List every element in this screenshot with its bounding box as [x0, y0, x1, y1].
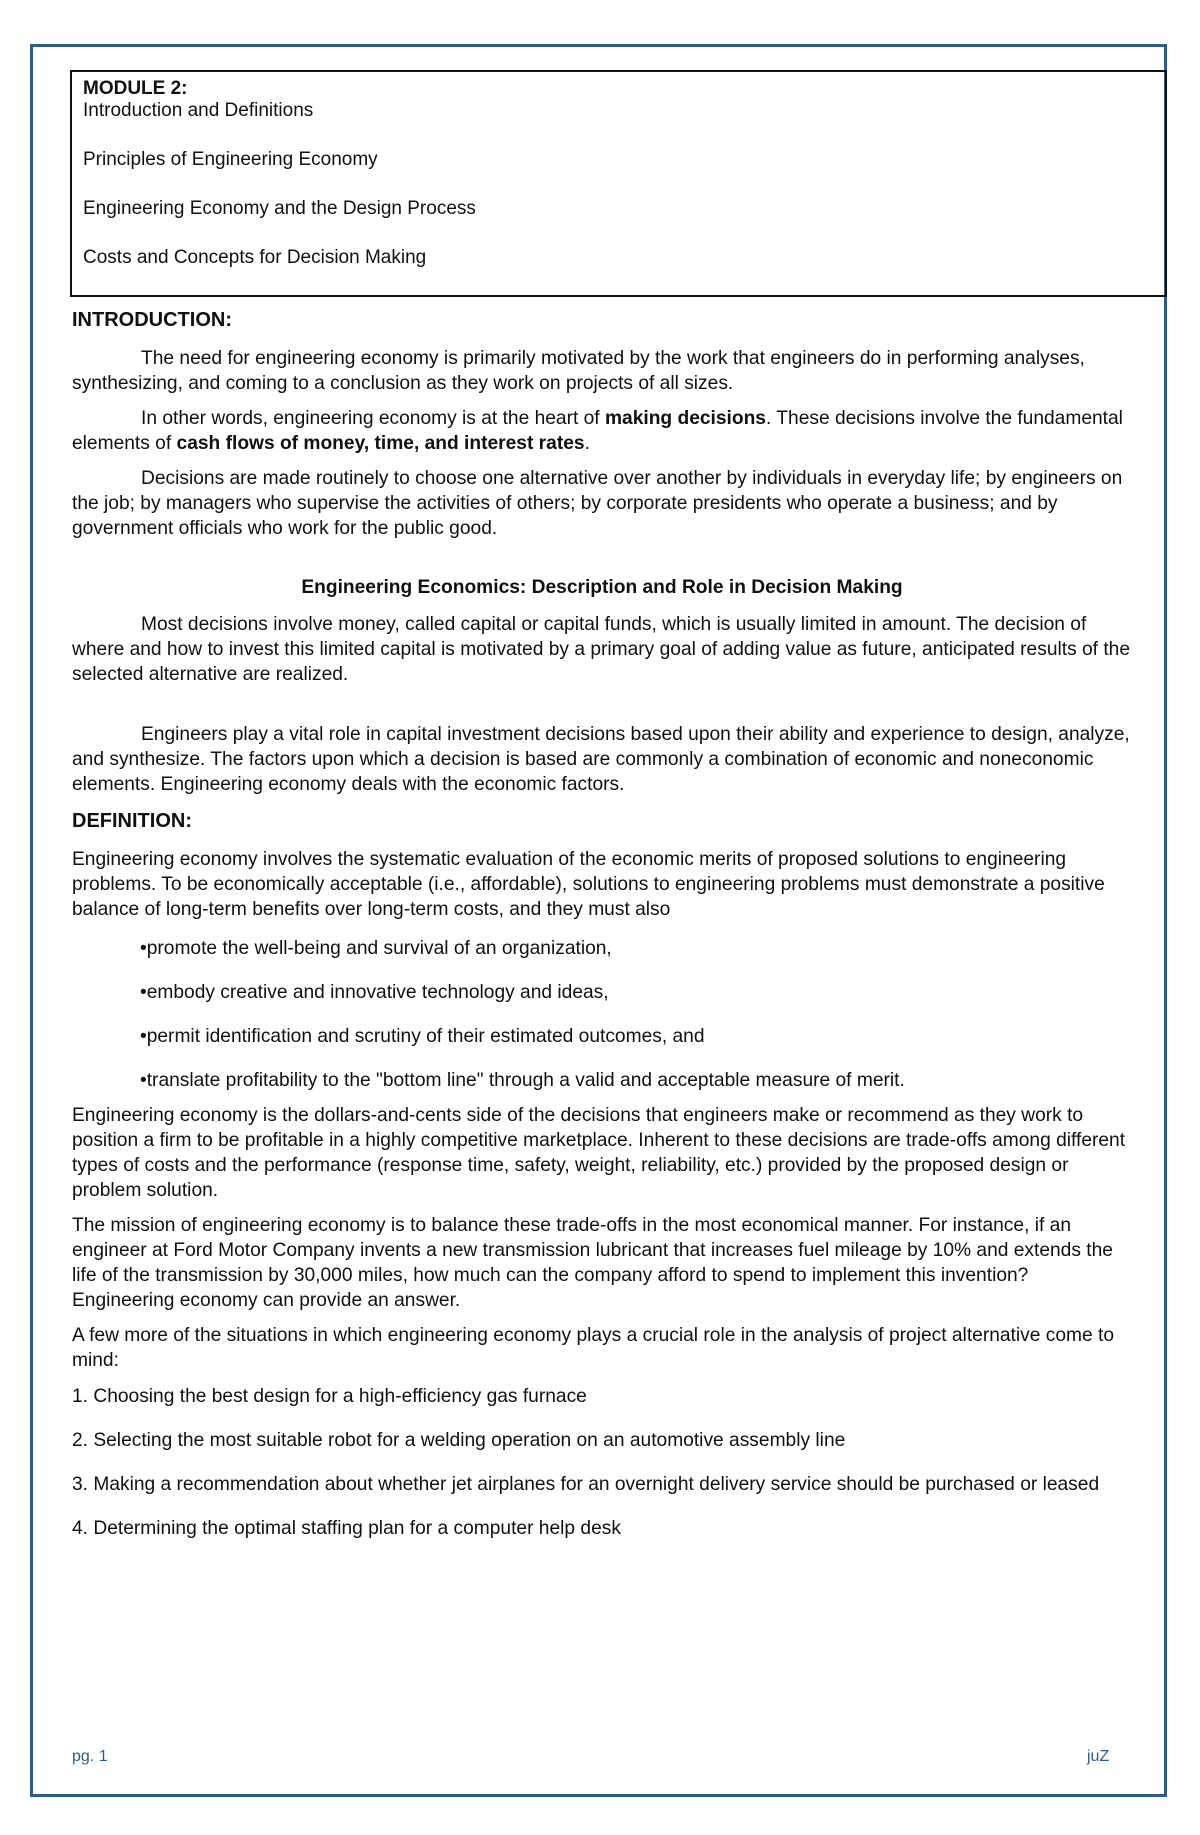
- section-subheading: Engineering Economics: Description and Role in Decision Making: [301, 577, 903, 598]
- module-item: Engineering Economy and the Design Process: [83, 198, 476, 219]
- module-item: Principles of Engineering Economy: [83, 149, 378, 170]
- intro-paragraph-3: Decisions are made routinely to choose one alternative over another by individuals in everyday life; by engineers on the job; by managers who supervise the activities of others; by corporate presidents who operate a business; and by government officials who work for the public good.: [72, 468, 1123, 539]
- bullet-item: • embody creative and innovative technology and ideas,: [140, 980, 1132, 1005]
- numbered-item: 1. Choosing the best design for a high-efficiency gas furnace: [72, 1386, 587, 1407]
- intro-paragraph-4: Most decisions involve money, called capital or capital funds, which is usually limited in amount. The decision of where and how to invest this limited capital is motivated by a primary goal of adding value as future, anticipated results of the selected alternative are realized.: [72, 614, 1131, 685]
- module-title: MODULE 2:: [83, 78, 188, 99]
- document-body: [72, 308, 1132, 1541]
- bullet-item: • permit identification and scrutiny of their estimated outcomes, and: [140, 1024, 1132, 1049]
- definition-paragraph-3: The mission of engineering economy is to balance these trade-offs in the most economical manner. For instance, if an engineer at Ford Motor Company invents a new transmission lubricant that increases fuel mileage by 10% and extends the life of the transmission by 30,000 miles, how much can the company afford to spend to implement this invention? Engineering economy can provide an answer.: [72, 1215, 1113, 1311]
- intro-paragraph-5: Engineers play a vital role in capital investment decisions based upon their ability and experience to design, analyze, and synthesize. The factors upon which a decision is based are commonly a combination of economic and noneconomic elements. Engineering economy deals with the economic factors.: [72, 724, 1130, 795]
- definition-paragraph-2: Engineering economy is the dollars-and-cents side of the decisions that engineers make or recommend as they work to position a firm to be profitable in a highly competitive marketplace. Inherent to these decisions are trade-offs among different types of costs and the performance (response time, safety, weight, reliability, etc.) provided by the proposed design or problem solution.: [72, 1105, 1126, 1201]
- author-initials: juZ: [1087, 1748, 1110, 1765]
- introduction-heading: INTRODUCTION:: [72, 309, 232, 331]
- module-item: Costs and Concepts for Decision Making: [83, 247, 427, 268]
- bullet-item: • translate profitability to the "bottom line" through a valid and acceptable measure of merit.: [140, 1068, 1132, 1093]
- definition-bullet-list: [72, 936, 1132, 1093]
- numbered-item: 4. Determining the optimal staffing plan for a computer help desk: [72, 1518, 621, 1539]
- intro-paragraph-1: The need for engineering economy is primarily motivated by the work that engineers do in performing analyses, synthesizing, and coming to a conclusion as they work on projects of all sizes.: [72, 348, 1085, 394]
- definition-paragraph-1: Engineering economy involves the systematic evaluation of the economic merits of proposed solutions to engineering problems. To be economically acceptable (i.e., affordable), solutions to engineering problems must demonstrate a positive balance of long-term benefits over long-term costs, and they must also: [72, 849, 1105, 920]
- module-item: Introduction and Definitions: [83, 100, 314, 121]
- page-number: pg. 1: [72, 1748, 108, 1765]
- numbered-item: 2. Selecting the most suitable robot for a welding operation on an automotive assembly line: [72, 1430, 846, 1451]
- bold-cash-flows: cash flows of money, time, and interest rates: [176, 433, 585, 454]
- bold-making-decisions: making decisions: [604, 408, 766, 429]
- definition-paragraph-4: A few more of the situations in which engineering economy plays a crucial role in the analysis of project alternative come to mind:: [72, 1325, 1114, 1371]
- numbered-item: 3. Making a recommendation about whether jet airplanes for an overnight delivery service should be purchased or leased: [72, 1474, 1100, 1495]
- situations-list: [72, 1384, 1132, 1541]
- definition-heading: DEFINITION:: [72, 810, 192, 832]
- bullet-item: • promote the well-being and survival of an organization,: [140, 936, 1132, 961]
- intro-paragraph-2: In other words, engineering economy is at the heart of making decisions. These decisions involve the fundamental elements of cash flows of money, time, and interest rates.: [72, 408, 1123, 454]
- module-box: [70, 70, 1167, 297]
